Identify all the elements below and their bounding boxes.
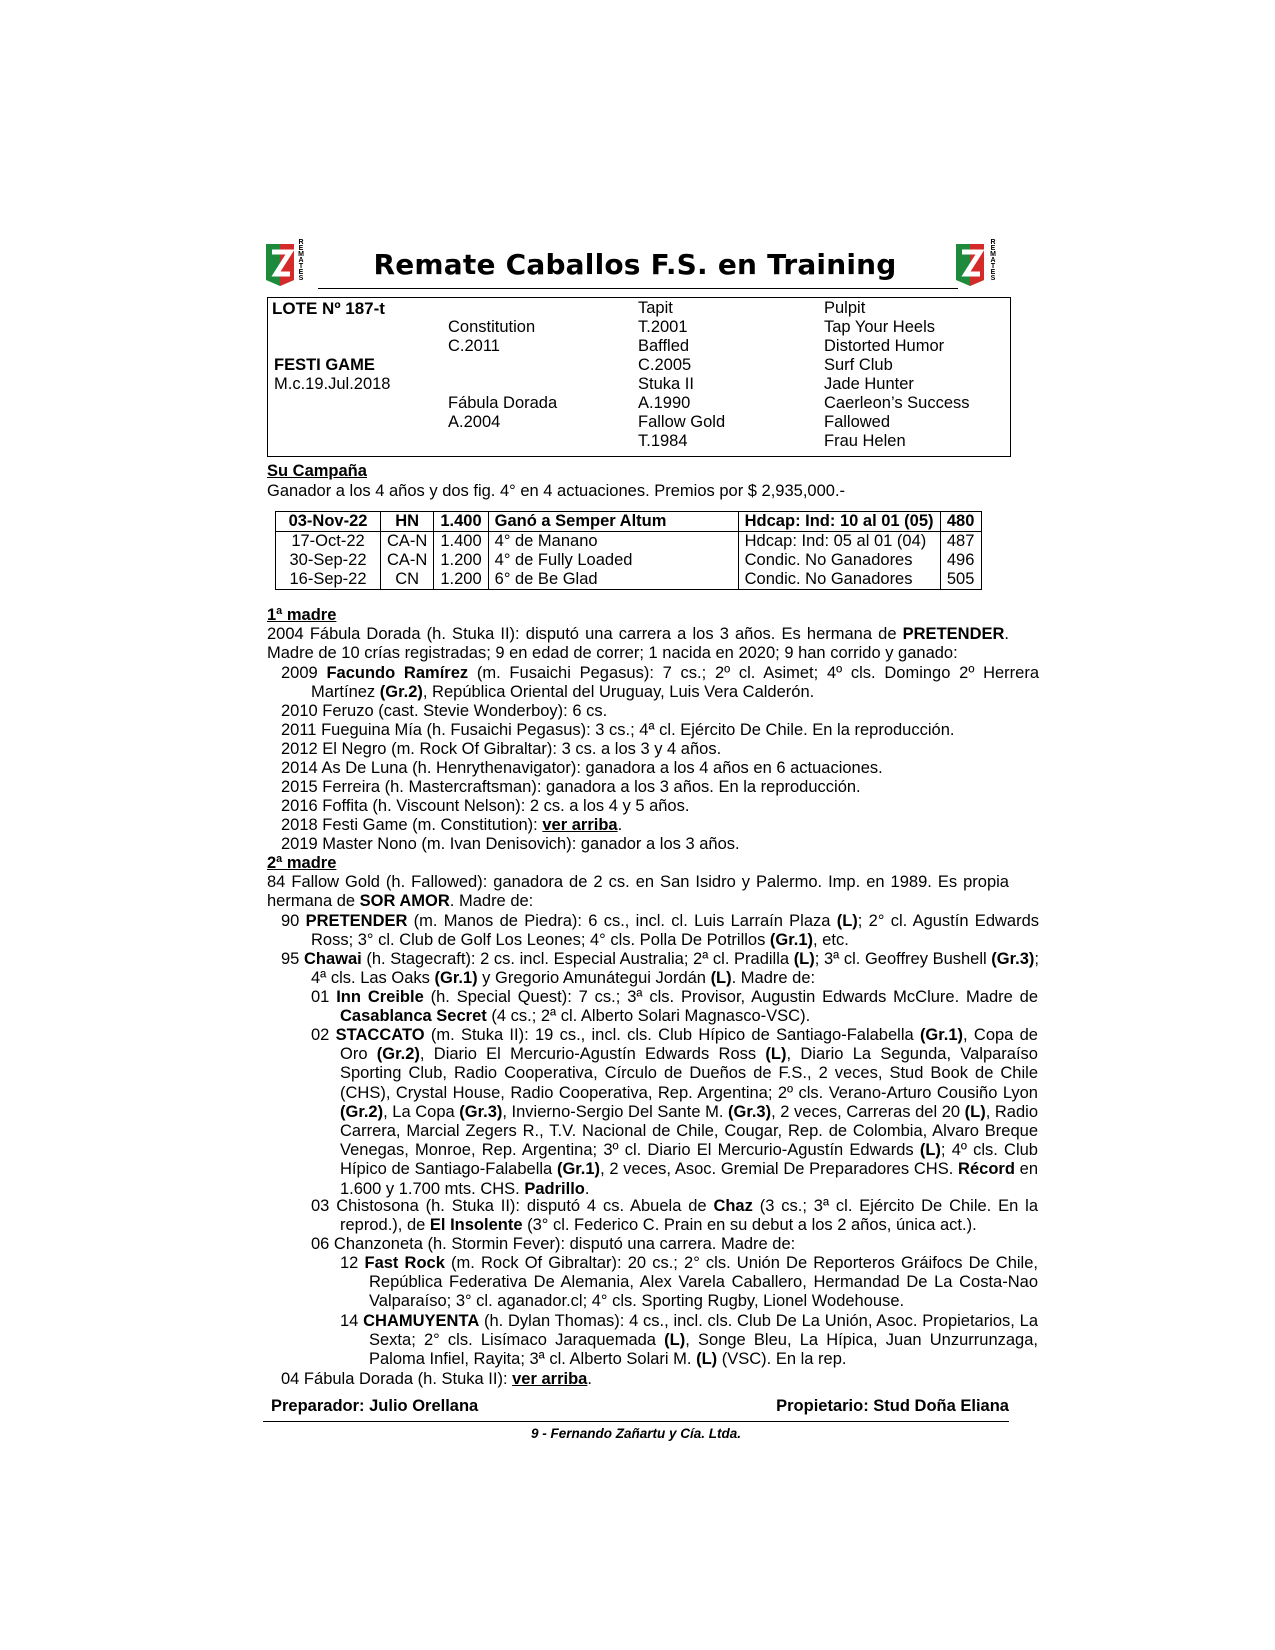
pedigree-gp: A.1990 — [638, 394, 691, 412]
race-weight: 505 — [940, 570, 981, 590]
pedigree-ggp: Pulpit — [824, 299, 866, 317]
list-item: 02 STACCATO (m. Stuka II): 19 cs., incl. cls. Club Hípico de Santiago-Falabella (Gr.1), Copa de Oro (Gr.2), Diario El Mercurio-Agustín Edwards Ross (L), Diario La Segunda, Valparaíso Sporting Club, Radio Cooperativa, Círculo de Dueños de F.S., 2 veces, Stud Book de Chile (CHS), Crystal House, Radio Cooperativa, Rep. Argentina; 2º cls. Verano-Arturo Cousiño Lyon (Gr.2), La Copa (Gr.3), Invierno-Sergio Del Sante M. (Gr.3), 2 veces, Carreras del 20 (L), Radio Carrera, Marcial Zegers R., T.V. Nacional de Chile, Cougar, Rep. de Colombia, Alvaro Breque Venegas, Monroe, Rep. Argentina; 3º cl. Diario El Mercurio-Agustín Edwards (L); 4º cls. Club Hípico de Santiago-Falabella (Gr.1), 2 veces, Asoc. Gremial De Preparadores CHS. Récord en 1.600 y 1.700 mts. CHS. Padrillo. — [311, 1026, 1039, 1198]
list-item: 2018 Festi Game (m. Constitution): ver arriba. — [281, 816, 623, 834]
title-rule — [318, 288, 958, 289]
page-footer: 9 - Fernando Zañartu y Cía. Ltda. — [530, 1426, 742, 1441]
pedigree-gp: T.2001 — [638, 318, 688, 336]
sire-year: C.2011 — [448, 337, 500, 355]
list-item: 01 Inn Creible (h. Special Quest): 7 cs.; 3ª cls. Provisor, Augustin Edwards McClure. Madre de Casablanca Secret (4 cs.; 2ª cl. Alberto Solari Magnasco-VSC). — [311, 988, 1039, 1026]
pedigree-ggp: Distorted Humor — [824, 337, 945, 355]
owner-label: Propietario: Stud Doña Eliana — [776, 1397, 1009, 1415]
list-item: 2009 Facundo Ramírez (m. Fusaichi Pegasus): 7 cs.; 2º cl. Asimet; 4º cls. Domingo 2º Herrera Martínez (Gr.2), República Oriental del Uruguay, Luis Vera Calderón. — [281, 664, 1040, 702]
pedigree-ggp: Tap Your Heels — [824, 318, 935, 336]
pedigree-ggp: Fallowed — [824, 413, 891, 431]
race-distance: 1.200 — [434, 570, 488, 590]
list-item: 2015 Ferreira (h. Mastercraftsman): ganadora a los 3 años. En la reproducción. — [281, 778, 861, 796]
race-track: HN — [381, 512, 434, 532]
first-dam-heading: 1ª madre — [267, 606, 337, 624]
horse-birth: M.c.19.Jul.2018 — [274, 375, 391, 393]
race-weight: 480 — [940, 512, 981, 532]
table-row — [276, 570, 982, 590]
sire-name: Constitution — [448, 318, 536, 336]
list-item: 2011 Fueguina Mía (h. Fusaichi Pegasus): 3 cs.; 4ª cl. Ejército De Chile. En la reproducción. — [281, 721, 955, 739]
list-item: 2016 Foffita (h. Viscount Nelson): 2 cs. a los 4 y 5 años. — [281, 797, 690, 815]
ver-arriba-link[interactable]: ver arriba — [542, 816, 618, 834]
race-result: 6° de Be Glad — [488, 570, 738, 590]
pedigree-gp: T.1984 — [638, 432, 688, 450]
list-item: 2010 Feruzo (cast. Stevie Wonderboy): 6 cs. — [281, 702, 608, 720]
list-item: 2012 El Negro (m. Rock Of Gibraltar): 3 cs. a los 3 y 4 años. — [281, 740, 722, 758]
race-track: CA-N — [381, 532, 434, 552]
second-dam-intro: 84 Fallow Gold (h. Fallowed): ganadora de 2 cs. en San Isidro y Palermo. Imp. en 1989. Es propia hermana de SOR AMOR. Madre de: — [267, 873, 1009, 911]
pedigree-gp: Baffled — [638, 337, 690, 355]
first-dam-intro: 2004 Fábula Dorada (h. Stuka II): disputó una carrera a los 3 años. Es hermana de PRETENDER. Madre de 10 crías registradas; 9 en edad de correr; 1 nacida en 2020; 9 han corrido y ganado: — [267, 625, 1009, 663]
race-date: 17-Oct-22 — [276, 532, 381, 552]
race-condition: Condic. No Ganadores — [738, 570, 940, 590]
pedigree-ggp: Surf Club — [824, 356, 893, 374]
list-item: 95 Chawai (h. Stagecraft): 2 cs. incl. Especial Australia; 2ª cl. Pradilla (L); 3ª cl. Geoffrey Bushell (Gr.3); 4ª cls. Las Oaks (Gr.1) y Gregorio Amunátegui Jordán (L). Madre de: — [281, 950, 1039, 988]
pedigree-box — [267, 297, 1011, 457]
race-distance: 1.400 — [434, 512, 488, 532]
pedigree-gp: Tapit — [638, 299, 673, 317]
race-distance: 1.400 — [434, 532, 488, 552]
race-weight: 496 — [940, 551, 981, 570]
page-title: Remate Caballos F.S. en Training — [373, 248, 897, 281]
list-item: 03 Chistosona (h. Stuka II): disputó 4 cs. Abuela de Chaz (3 cs.; 3ª cl. Ejército De Chile. En la reprod.), de El Insolente (3° cl. Federico C. Prain en su debut a los 2 años, única act.). — [311, 1197, 1038, 1235]
race-result: 4° de Manano — [488, 532, 738, 552]
ver-arriba-link[interactable]: ver arriba — [512, 1370, 588, 1388]
footer-rule — [263, 1421, 1009, 1422]
race-date: 03-Nov-22 — [276, 512, 381, 532]
list-item: 90 PRETENDER (m. Manos de Piedra): 6 cs., incl. cl. Luis Larraín Plaza (L); 2° cl. Agustín Edwards Ross; 3° cl. Club de Golf Los Leones; 4° cls. Polla De Potrillos (Gr.1), etc. — [281, 912, 1040, 950]
list-item: 04 Fábula Dorada (h. Stuka II): ver arriba. — [281, 1370, 592, 1388]
race-condition: Hdcap: Ind: 05 al 01 (04) — [738, 532, 940, 552]
table-row — [276, 512, 982, 532]
race-track: CN — [381, 570, 434, 590]
pedigree-gp: Fallow Gold — [638, 413, 726, 431]
horse-name: FESTI GAME — [274, 356, 375, 374]
race-distance: 1.200 — [434, 551, 488, 570]
race-condition: Hdcap: Ind: 10 al 01 (05) — [738, 512, 940, 532]
lot-number: LOTE Nº 187-t — [272, 299, 385, 318]
race-result: Ganó a Semper Altum — [488, 512, 738, 532]
list-item: 2014 As De Luna (h. Henrythenavigator): ganadora a los 4 años en 6 actuaciones. — [281, 759, 883, 777]
logo-side-text-left: REMATES — [298, 239, 304, 282]
race-condition: Condic. No Ganadores — [738, 551, 940, 570]
list-item: 06 Chanzoneta (h. Stormin Fever): disputó una carrera. Madre de: — [311, 1235, 796, 1253]
pedigree-gp: Stuka II — [638, 375, 694, 393]
race-track: CA-N — [381, 551, 434, 570]
race-weight: 487 — [940, 532, 981, 552]
list-item: 12 Fast Rock (m. Rock Of Gibraltar): 20 cs.; 2° cls. Unión De Reporteros Gráifocs De Chile, República Federativa De Alemania, Alex Varela Caballero, Hermandad De La Costa-Nao Valparaíso; 3° cl. aganador.cl; 4° cls. Sporting Rugby, Lionel Wodehouse. — [340, 1254, 1038, 1311]
race-date: 16-Sep-22 — [276, 570, 381, 590]
logo-side-text-right: REMATES — [990, 239, 996, 282]
campaign-summary: Ganador a los 4 años y dos fig. 4° en 4 actuaciones. Premios por $ 2,935,000.- — [267, 482, 846, 500]
pedigree-gp: C.2005 — [638, 356, 692, 374]
second-dam-heading: 2ª madre — [267, 854, 337, 872]
pedigree-ggp: Jade Hunter — [824, 375, 914, 393]
dam-name: Fábula Dorada — [448, 394, 558, 412]
list-item: 2019 Master Nono (m. Ivan Denisovich): ganador a los 3 años. — [281, 835, 740, 853]
dam-year: A.2004 — [448, 413, 501, 431]
campaign-table — [275, 511, 982, 590]
race-date: 30-Sep-22 — [276, 551, 381, 570]
list-item: 14 CHAMUYENTA (h. Dylan Thomas): 4 cs., incl. cls. Club De La Unión, Asoc. Propietarios, La Sexta; 2° cls. Lisímaco Jaraquemada (L), Songe Bleu, La Hípica, Juan Unzurrunzaga, Paloma Infiel, Rayita; 3ª cl. Alberto Solari M. (L) (VSC). En la rep. — [340, 1312, 1039, 1369]
table-row — [276, 551, 982, 570]
campaign-heading: Su Campaña — [267, 462, 367, 480]
race-result: 4° de Fully Loaded — [488, 551, 738, 570]
pedigree-ggp: Caerleon’s Success — [824, 394, 970, 412]
table-row — [276, 532, 982, 552]
trainer-label: Preparador: Julio Orellana — [271, 1397, 479, 1415]
pedigree-ggp: Frau Helen — [824, 432, 906, 450]
